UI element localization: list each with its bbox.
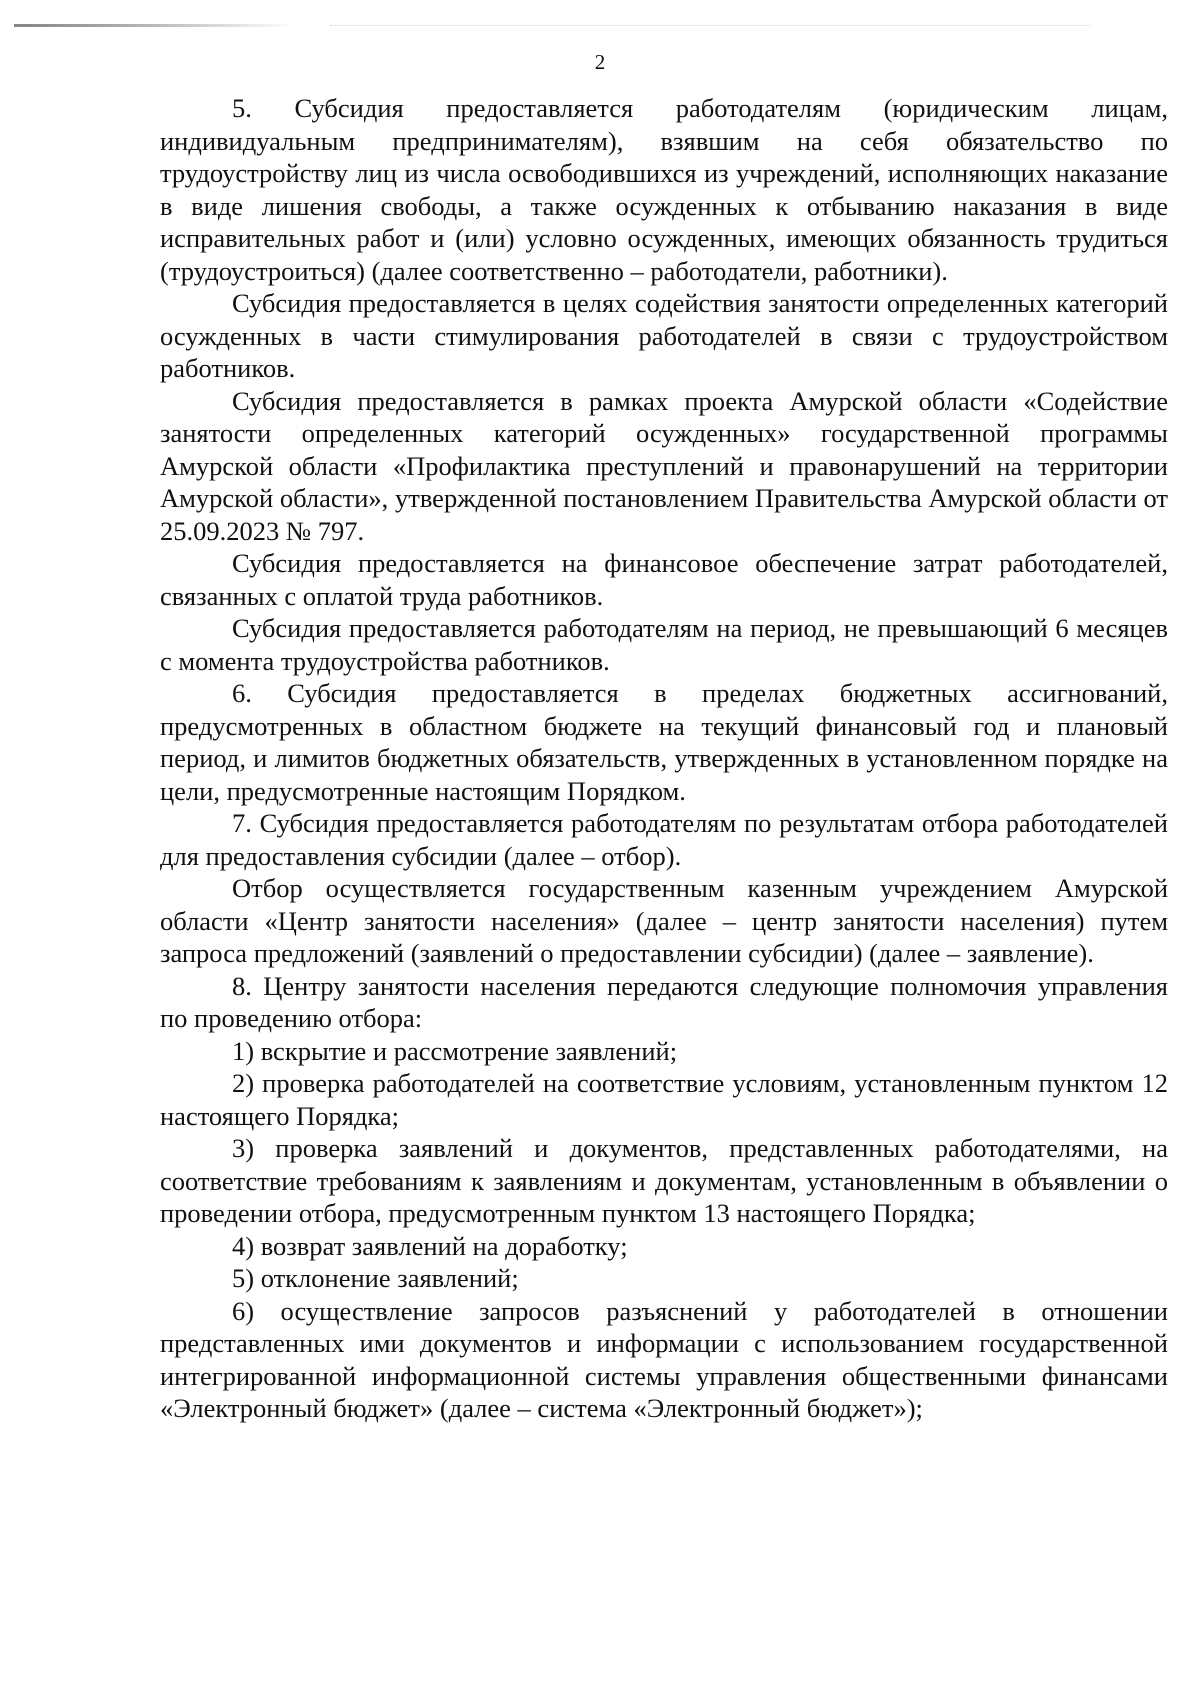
paragraph-item-7: 7. Субсидия предоставляется работодателям по результатам отбора работодателей для предоставления субсидии (далее – отбор). [160, 808, 1168, 871]
paragraph-subsidy-project: Субсидия предоставляется в рамках проекта Амурской области «Содействие занятости определенных категорий осужденных» государственной программы Амурской области «Профилактика преступлений и правонарушений на территории Амурской области», утвержденной постановлением Правительства Амурской области от 25.09.2023 № 797. [160, 385, 1168, 546]
paragraph-subsidy-costs: Субсидия предоставляется на финансовое обеспечение затрат работодателей, связанных с оплатой труда работников. [160, 548, 1168, 611]
scan-artifact [14, 24, 294, 27]
page-number: 2 [594, 50, 606, 74]
document-body [160, 92, 1168, 1425]
paragraph-item-5: 5. Субсидия предоставляется работодателям (юридическим лицам, индивидуальным предпринимателям), взявшим на себя обязательство по трудоустройству лиц из числа освободившихся из учреждений, исполняющих наказание в виде лишения свободы, а также осужденных к отбыванию наказания в виде исправительных работ и (или) условно осужденных, имеющих обязанность трудиться (трудоустроиться) (далее соответственно – работодатели, работники). [160, 93, 1168, 286]
list-item-2: 2) проверка работодателей на соответствие условиям, установленным пунктом 12 настоящего Порядка; [160, 1068, 1168, 1131]
list-item-6: 6) осуществление запросов разъяснений у работодателей в отношении представленных ими документов и информации с использованием государственной интегрированной информационной системы управления общественными финансами «Электронный бюджет» (далее – система «Электронный бюджет»); [160, 1295, 1168, 1423]
scan-noise-line [330, 25, 1090, 27]
list-item-1: 1) вскрытие и рассмотрение заявлений; [232, 1035, 678, 1066]
paragraph-subsidy-period: Субсидия предоставляется работодателям на период, не превышающий 6 месяцев с момента трудоустройства работников. [160, 613, 1168, 676]
list-item-4: 4) возврат заявлений на доработку; [232, 1230, 628, 1261]
list-item-3: 3) проверка заявлений и документов, представленных работодателями, на соответствие требованиям к заявлениям и документам, установленным в объявлении о проведении отбора, предусмотренным пунктом 13 настоящего Порядка; [160, 1133, 1168, 1228]
paragraph-selection-center: Отбор осуществляется государственным казенным учреждением Амурской области «Центр занятости населения» (далее – центр занятости населения) путем запроса предложений (заявлений о предоставлении субсидии) (далее – заявление). [160, 873, 1168, 968]
paragraph-subsidy-purpose: Субсидия предоставляется в целях содействия занятости определенных категорий осужденных в части стимулирования работодателей в связи с трудоустройством работников. [160, 288, 1168, 383]
paragraph-item-8: 8. Центру занятости населения передаются следующие полномочия управления по проведению отбора: [160, 970, 1168, 1033]
list-item-5: 5) отклонение заявлений; [232, 1263, 519, 1293]
paragraph-item-6: 6. Субсидия предоставляется в пределах бюджетных ассигнований, предусмотренных в областном бюджете на текущий финансовый год и плановый период, и лимитов бюджетных обязательств, утвержденных в установленном порядке на цели, предусмотренные настоящим Порядком. [160, 678, 1168, 806]
